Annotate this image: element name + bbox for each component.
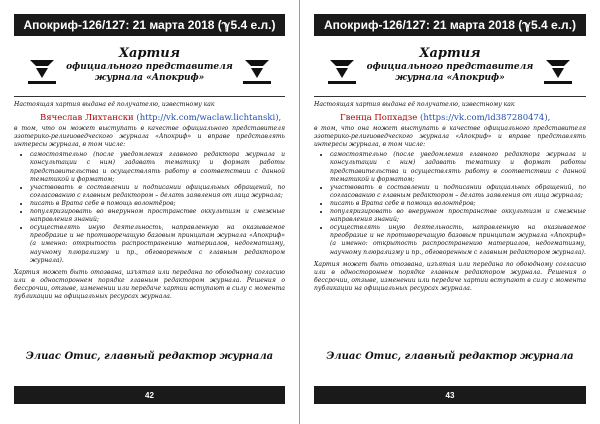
title-line: официального представителя [366,62,534,72]
list-item: • участвовать в составлении и подписании официальных обращений, по согласованию с главным редактором – делать заявления от лица журнала; [30,184,285,200]
page-number: 42 [14,386,285,404]
recipient-link[interactable]: (https://vk.com/id387280474), [420,113,551,124]
journal-logo-icon [26,58,58,88]
title-line: Хартия [118,46,181,61]
list-item: • осуществлять иную деятельность, направленную на оказываемое преобразие и не противоречащую базовым принципам журнала «Апокриф» (а именно: открытость распространению материалов, недогматизму, научному плюрализму и пр., обговоренным с главным редактором журнала). [330,224,586,256]
intro-text: Настоящая хартия выдана её получателю, известному как [14,101,215,108]
closing-text: Хартия может быть отозвана, изъятая или передана по обоюдному согласию или в одностороннем порядке главным редактором журнала. Решения о бессрочии, отзыве, изменении или передаче хартии вступают в силу с момента публикации на официальных ресурсах журнала. [14,268,285,300]
recipient-name: Гвенца Попхадзе [340,113,418,124]
signature: Элиас Отис, главный редактор журнала [326,351,574,362]
charter-title [60,46,239,84]
list-item: • популяризировать во внерунном пространстве оккультизм и смежные направления знаний; [30,208,285,224]
recipient-link[interactable]: (http://vk.com/waclaw.lichtanski), [136,113,282,124]
list-item: • писать в Врата себе в помощь волонтёров; [30,200,285,208]
title-line: журнала «Апокриф» [395,73,505,83]
closing-text: Хартия может быть отозвана, изъятая или передана по обоюдному согласию или в одностороннем порядке главным редактором журнала. Решения о бессрочии, отзыве, изменении или передаче хартии вступают в силу с момента публикации на официальных ресурсах журнала. [314,260,586,292]
signature: Элиас Отис, главный редактор журнала [25,351,274,362]
divider [314,96,586,97]
charter-body [14,101,285,301]
journal-logo-icon [326,58,358,88]
recipient-line [14,112,285,125]
page-right [300,0,600,424]
recipient-name: Вячеслав Лихтански [40,113,134,124]
page-number: 43 [314,386,586,404]
rights-list [14,151,285,264]
after-name-text: в том, что она может выступать в качестве официального представителя эзотерико-религиоведческого журнала «Апокриф» и вправе представлять интересы журнала, в том числе: [314,125,586,149]
journal-logo-icon [241,58,273,88]
list-item: • участвовать в составлении и подписании официальных обращений, по согласованию с главным редактором – делать заявления от лица журнала; [330,184,586,200]
page-header: Апокриф-126/127: 21 марта 2018 (ℽ5.4 е.л.) [14,14,285,36]
list-item: • писать в Врата себе в помощь волонтёров; [330,200,586,208]
title-line: Хартия [419,46,481,61]
intro-text: Настоящая хартия выдана её получателю, известному как [314,101,515,108]
title-line: официального представителя [66,62,233,72]
recipient-line [314,112,586,125]
list-item: • осуществлять иную деятельность, направленную на оказываемое преобразие и не противоречащую базовым принципам журнала «Апокриф» (а именно: открытость распространению материалов, недогматизму, научному плюрализму и пр., обговоренным с главным редактором журнала). [30,224,285,264]
list-item: • самостоятельно (после уведомления главного редактора журнала и консультации с ним) задавать тематику и формат работы представительства и осуществлять работу в соответствии с данной тематикой и форматом; [330,151,586,183]
title-line: журнала «Апокриф» [94,73,205,83]
divider [14,96,285,97]
charter-title [360,46,540,84]
list-item: • самостоятельно (после уведомления главного редактора журнала и консультации с ним) задавать тематику и формат работы представительства и осуществлять работу в соответствии с данной тематикой и форматом; [30,151,285,183]
rights-list [314,151,586,256]
journal-logo-icon [542,58,574,88]
after-name-text: в том, что он может выступать в качестве официального представителя эзотерико-религиоведческого журнала «Апокриф» и вправе представлять интересы журнала, в том числе: [14,125,285,149]
page-header: Апокриф-126/127: 21 марта 2018 (ℽ5.4 е.л.) [314,14,586,36]
charter-body [314,101,586,293]
list-item: • популяризировать во внерунном пространстве оккультизм и смежные направления знаний; [330,208,586,224]
